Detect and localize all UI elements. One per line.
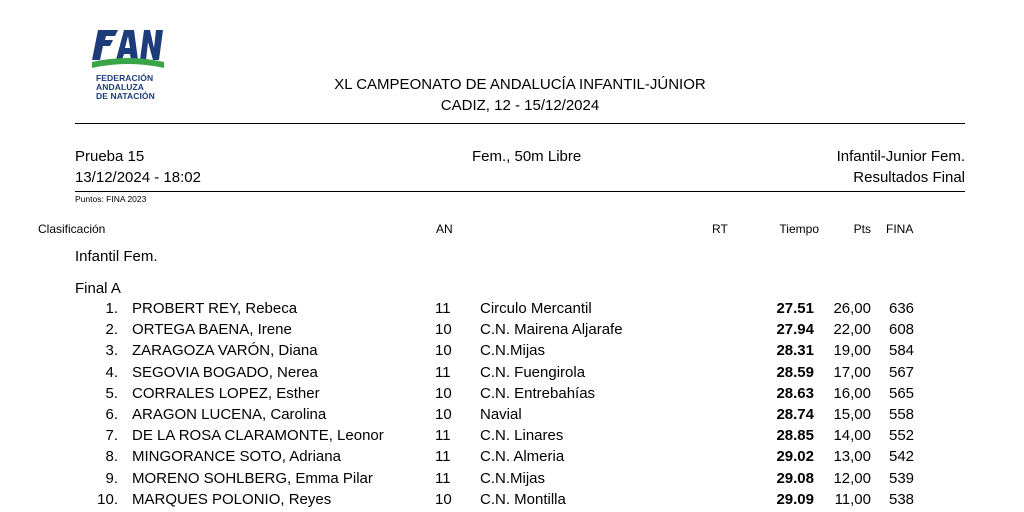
position: 1. — [105, 300, 118, 317]
fina-points: 538 — [889, 490, 915, 508]
event-datetime: 13/12/2024 - 18:02 — [75, 169, 201, 186]
birth-year: 11 — [435, 363, 451, 381]
points: 17,00 — [833, 363, 871, 381]
col-rt: RT — [712, 222, 728, 236]
points: 26,00 — [833, 300, 871, 317]
birth-year: 11 — [435, 300, 451, 317]
event-name: Fem., 50m Libre — [472, 148, 582, 165]
position: 6. — [105, 406, 118, 423]
result-row — [0, 321, 1024, 342]
club-name: C.N. Linares — [480, 427, 564, 445]
col-clasificacion: Clasificación — [38, 222, 106, 236]
position: 8. — [105, 448, 118, 466]
points-note: Puntos: FINA 2023 — [75, 194, 147, 204]
birth-year: 10 — [435, 406, 452, 423]
fina-points: 552 — [889, 427, 915, 445]
result-row — [0, 470, 1024, 491]
group-label: Infantil Fem. — [75, 248, 158, 265]
swimmer-name: PROBERT REY, Rebeca — [132, 300, 298, 317]
points: 14,00 — [833, 427, 871, 445]
points: 19,00 — [833, 342, 871, 360]
col-an: AN — [436, 222, 453, 236]
result-row — [0, 448, 1024, 469]
time: 28.85 — [776, 427, 814, 445]
club-name: Navial — [480, 406, 522, 423]
event-divider — [75, 191, 965, 192]
position: 9. — [105, 469, 118, 487]
birth-year: 10 — [435, 321, 452, 339]
time: 28.74 — [776, 406, 814, 423]
swimmer-name: SEGOVIA BOGADO, Nerea — [132, 363, 318, 381]
club-name: Circulo Mercantil — [480, 300, 592, 317]
position: 3. — [105, 342, 118, 360]
fina-points: 608 — [889, 321, 915, 339]
time: 28.31 — [776, 342, 814, 360]
result-row — [0, 406, 1024, 427]
swimmer-name: MINGORANCE SOTO, Adriana — [132, 448, 341, 466]
time: 29.09 — [776, 490, 814, 508]
club-name: C.N. Entrebahías — [480, 384, 596, 402]
swimmer-name: ORTEGA BAENA, Irene — [132, 321, 292, 339]
swimmer-name: MARQUES POLONIO, Reyes — [132, 490, 332, 508]
birth-year: 11 — [435, 469, 451, 487]
fina-points: 539 — [889, 469, 915, 487]
col-pts: Pts — [853, 222, 871, 236]
result-row — [0, 300, 1024, 321]
time: 29.08 — [776, 469, 814, 487]
points: 16,00 — [833, 384, 871, 402]
fina-points: 567 — [889, 363, 915, 381]
points: 15,00 — [833, 406, 871, 423]
event-category: Infantil-Junior Fem. — [836, 148, 965, 165]
position: 7. — [105, 427, 118, 445]
position: 4. — [105, 363, 118, 381]
time: 27.94 — [776, 321, 814, 339]
club-name: C.N.Mijas — [480, 342, 546, 360]
position: 5. — [105, 384, 118, 402]
club-name: C.N. Montilla — [480, 490, 566, 508]
fina-points: 565 — [889, 384, 915, 402]
swimmer-name: ZARAGOZA VARÓN, Diana — [132, 342, 318, 360]
fina-points: 542 — [889, 448, 915, 466]
time: 28.59 — [776, 363, 814, 381]
time: 29.02 — [776, 448, 814, 466]
meet-subtitle: CADIZ, 12 - 15/12/2024 — [440, 97, 600, 114]
meet-title: XL CAMPEONATO DE ANDALUCÍA INFANTIL-JÚNIOR — [334, 76, 706, 93]
birth-year: 11 — [435, 448, 451, 466]
result-row — [0, 427, 1024, 448]
results-type: Resultados Final — [853, 169, 965, 186]
col-tiempo: Tiempo — [779, 222, 819, 236]
points: 13,00 — [833, 448, 871, 466]
time: 28.63 — [776, 384, 814, 402]
result-row — [0, 364, 1024, 385]
points: 11,00 — [834, 490, 871, 508]
swimmer-name: MORENO SOHLBERG, Emma Pilar — [132, 469, 373, 487]
logo-line: FEDERACIÓN — [96, 73, 154, 83]
swimmer-name: DE LA ROSA CLARAMONTE, Leonor — [132, 427, 384, 445]
header-divider — [75, 123, 965, 124]
time: 27.51 — [776, 300, 814, 317]
position: 10. — [97, 490, 118, 508]
position: 2. — [105, 321, 118, 339]
event-number: Prueba 15 — [75, 148, 145, 165]
logo-line: DE NATACIÓN — [96, 91, 155, 101]
swimmer-name: ARAGON LUCENA, Carolina — [132, 406, 327, 423]
final-label: Final A — [75, 280, 121, 297]
birth-year: 10 — [435, 342, 452, 360]
club-name: C.N. Almeria — [480, 448, 565, 466]
result-row — [0, 342, 1024, 363]
logo-line: ANDALUZA — [96, 82, 145, 92]
result-row — [0, 385, 1024, 406]
points: 12,00 — [833, 469, 871, 487]
club-name: C.N. Mairena Aljarafe — [480, 321, 623, 339]
points: 22,00 — [833, 321, 871, 339]
birth-year: 10 — [435, 490, 452, 508]
birth-year: 11 — [435, 427, 451, 445]
birth-year: 10 — [435, 384, 452, 402]
club-name: C.N. Fuengirola — [480, 363, 586, 381]
fina-points: 636 — [889, 300, 915, 317]
fina-points: 584 — [889, 342, 915, 360]
fina-points: 558 — [889, 406, 915, 423]
club-name: C.N.Mijas — [480, 469, 546, 487]
swimmer-name: CORRALES LOPEZ, Esther — [132, 384, 320, 402]
col-fina: FINA — [886, 222, 914, 236]
